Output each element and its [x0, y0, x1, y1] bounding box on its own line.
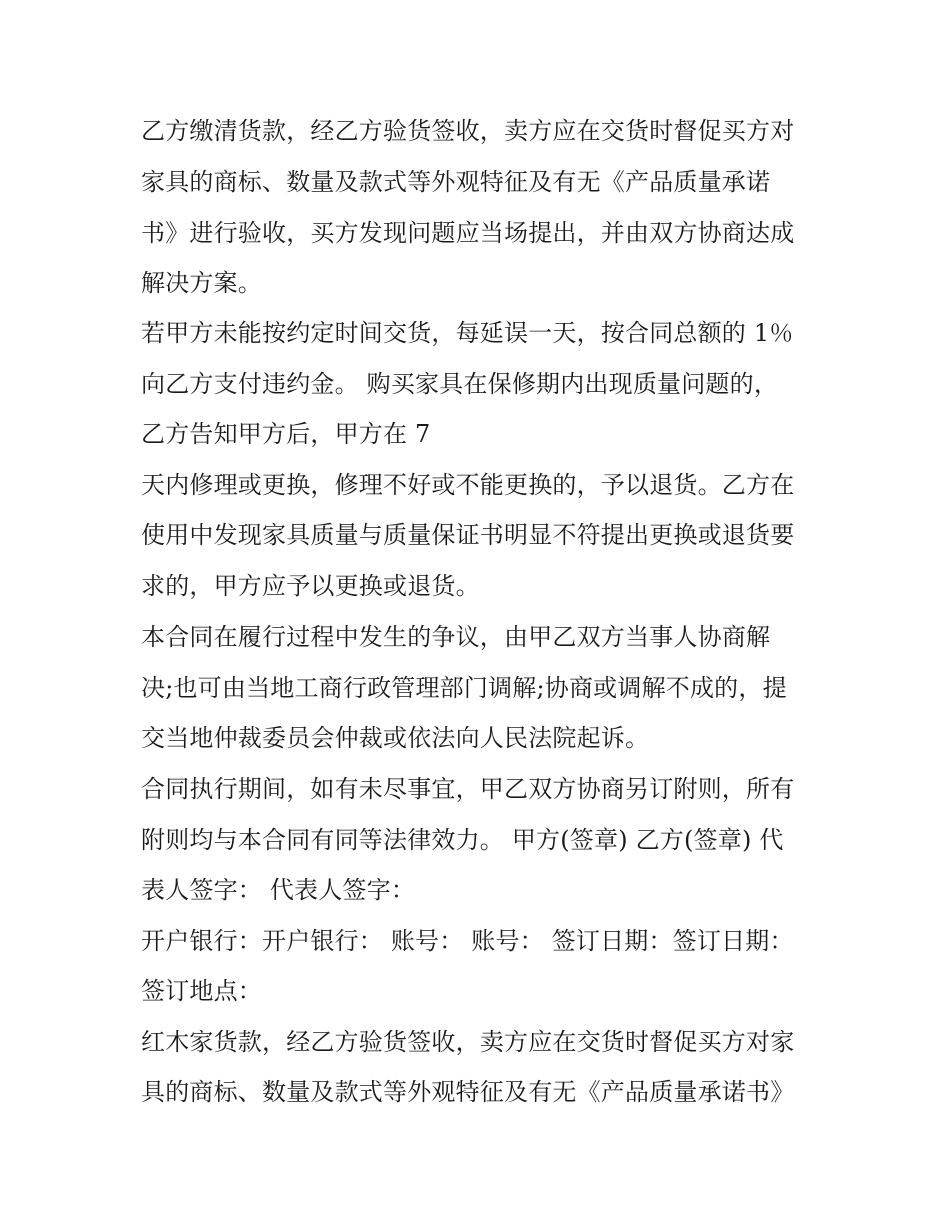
text-line: 本合同在履行过程中发生的争议，由甲乙双方当事人协商解	[141, 623, 771, 651]
text-line: 解决方案。	[141, 269, 262, 297]
text-line: 开户银行：开户银行： 账号： 账号： 签订日期：签订日期：	[141, 927, 794, 955]
text-line: 合同执行期间，如有未尽事宜，甲乙双方协商另订附则，所有	[141, 775, 795, 803]
text-line: 表人签字： 代表人签字：	[141, 876, 416, 904]
text-line: 交当地仲裁委员会仲裁或依法向人民法院起诉。	[141, 724, 650, 752]
text-line: 书》进行验收，买方发现问题应当场提出，并由双方协商达成	[141, 219, 795, 247]
text-line: 具的商标、数量及款式等外观特征及有无《产品质量承诺书》	[141, 1078, 795, 1106]
text-line: 向乙方支付违约金。 购买家具在保修期内出现质量问题的，	[141, 370, 779, 398]
text-line: 红木家货款，经乙方验货签收，卖方应在交货时督促买方对家	[141, 1028, 795, 1056]
text-line: 决;也可由当地工商行政管理部门调解;协商或调解不成的，提	[141, 674, 787, 702]
text-line: 求的，甲方应予以更换或退货。	[141, 572, 480, 600]
text-line: 家具的商标、数量及款式等外观特征及有无《产品质量承诺	[141, 168, 771, 196]
text-line: 乙方告知甲方后，甲方在 7	[141, 420, 431, 448]
text-line: 若甲方未能按约定时间交货，每延误一天，按合同总额的 1％	[141, 319, 794, 347]
text-line: 乙方缴清货款，经乙方验货签收，卖方应在交货时督促买方对	[141, 117, 795, 145]
text-line: 使用中发现家具质量与质量保证书明显不符提出更换或退货要	[141, 521, 795, 549]
text-line: 签订地点：	[141, 977, 262, 1005]
text-line: 附则均与本合同有同等法律效力。 甲方(签章) 乙方(签章) 代	[141, 826, 784, 854]
text-line: 天内修理或更换，修理不好或不能更换的，予以退货。乙方在	[141, 471, 795, 499]
